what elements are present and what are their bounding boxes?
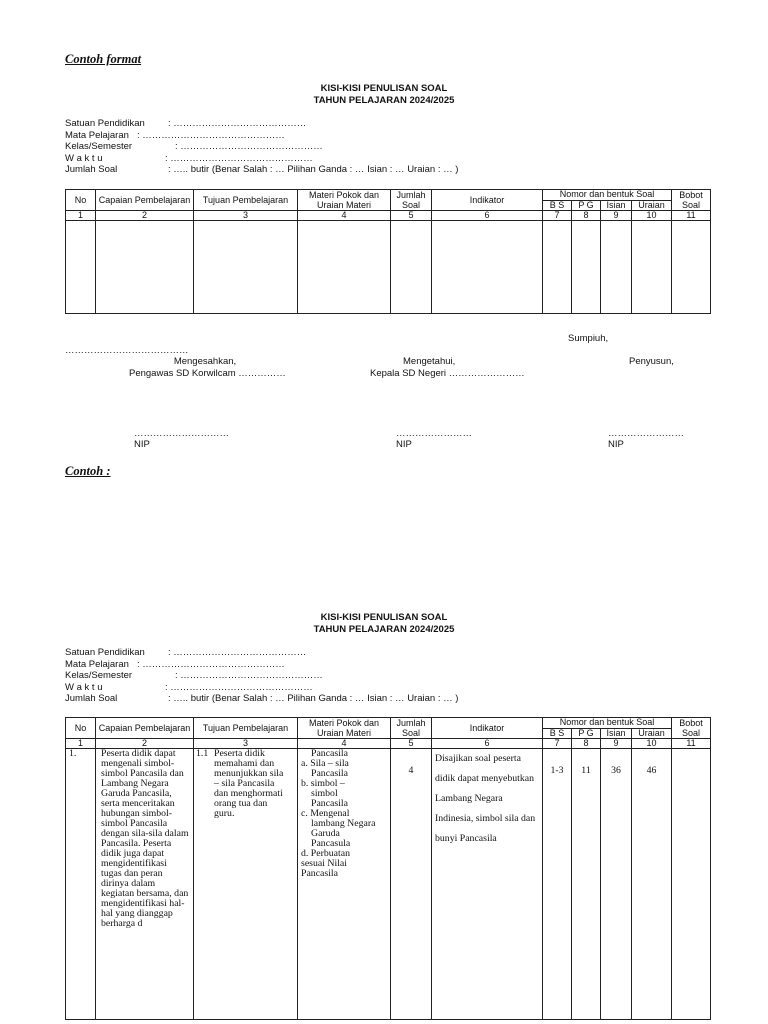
column-number: 4 — [298, 739, 391, 749]
mengetahui-label: Mengetahui, — [403, 356, 456, 367]
info-block — [65, 118, 458, 176]
row-pg: 11 — [572, 749, 601, 1020]
materi-item: Pancasula — [311, 838, 351, 849]
column-number: 11 — [672, 739, 711, 749]
header-indikator: Indikator — [432, 190, 543, 211]
row-indikator: Disajikan soal peserta didik dapat menyebutkan Lambang Negara Indinesia, simbol sila dan bunyi Pancasila — [432, 749, 543, 1020]
signature-line-2: …………………… — [396, 428, 472, 439]
kelas-label: Kelas/Semester — [65, 670, 133, 682]
materi-item: Pancasila — [311, 748, 348, 759]
header-uraian: Uraian — [632, 728, 672, 739]
signature-place: Sumpiuh, — [568, 333, 609, 344]
column-number: 10 — [632, 739, 672, 749]
row-jumlah: 4 — [391, 749, 432, 1020]
header-bs: B S — [543, 728, 572, 739]
satuan-value: : …………………………………… — [168, 118, 307, 129]
header-no: No — [66, 718, 96, 739]
column-number: 7 — [543, 211, 572, 221]
column-number: 11 — [672, 211, 711, 221]
header-jumlah: Jumlah Soal — [391, 718, 432, 739]
signature-dots-left: ………………………………… — [65, 345, 189, 356]
row-bs: 1-3 — [543, 749, 572, 1020]
row-isian: 36 — [601, 749, 632, 1020]
materi-item: Pancasila — [311, 768, 348, 779]
nip-label-2: NIP — [396, 439, 412, 450]
column-number: 2 — [96, 739, 194, 749]
empty-table-row — [66, 221, 711, 314]
column-number: 6 — [432, 739, 543, 749]
penyusun-label: Penyusun, — [629, 356, 674, 367]
column-number: 9 — [601, 739, 632, 749]
pengawas-label: Pengawas SD Korwilcam …………… — [129, 368, 286, 379]
mapel-value: : ……………………………………… — [137, 129, 285, 141]
materi-list — [301, 749, 389, 879]
header-tujuan: Tujuan Pembelajaran — [194, 190, 298, 211]
jumlah-label: Jumlah Soal — [65, 693, 118, 705]
header-capaian: Capaian Pembelajaran — [96, 718, 194, 739]
format-table — [65, 189, 711, 314]
header-materi: Materi Pokok dan Uraian Materi — [298, 190, 391, 211]
materi-item: lambang Negara — [311, 818, 376, 829]
materi-item: simbol — [311, 788, 338, 799]
mapel-value: : ……………………………………… — [137, 658, 285, 670]
kelas-label: Kelas/Semester — [65, 141, 133, 153]
header-jumlah: Jumlah Soal — [391, 190, 432, 211]
header-isian: Isian — [601, 728, 632, 739]
column-number: 1 — [66, 211, 96, 221]
materi-item: Garuda — [311, 828, 340, 839]
header-nomor-bentuk: Nomor dan bentuk Soal — [543, 718, 672, 729]
row-tujuan-number: 1.1 — [196, 748, 209, 759]
waktu-value: : ……………………………………… — [165, 681, 313, 693]
header-isian: Isian — [601, 200, 632, 211]
header-capaian: Capaian Pembelajaran — [96, 190, 194, 211]
jumlah-value: : ….. butir (Benar Salah : … Pilihan Ganda : … Isian : … Uraian : … ) — [168, 693, 459, 705]
header-uraian: Uraian — [632, 200, 672, 211]
kelas-value: : ……………………………………… — [175, 141, 323, 153]
header-no: No — [66, 190, 96, 211]
column-number: 10 — [632, 211, 672, 221]
header-nomor-bentuk: Nomor dan bentuk Soal — [543, 190, 672, 201]
jumlah-label: Jumlah Soal — [65, 164, 118, 176]
row-capaian: Peserta didik dapat mengenali simbol-simbol Pancasila dan Lambang Negara Garuda Pancasila, serta menceritakan hubungan simbol-simbol Pancasila dengan sila-sila dalam Pancasila. Peserta didik juga dapat mengidentifikasi tugas dan peran dirinya dalam kegiatan bersama, dan mengidentifikasi hal-hal yang dianggap berharga d — [96, 749, 194, 1020]
kepala-label: Kepala SD Negeri …………………… — [370, 368, 525, 379]
row-no: 1. — [66, 749, 96, 1020]
header-bs: B S — [543, 200, 572, 211]
column-number: 5 — [391, 739, 432, 749]
doc-subtitle: TAHUN PELAJARAN 2024/2025 — [313, 95, 455, 106]
materi-item: b. simbol – — [301, 778, 345, 789]
column-number: 2 — [96, 211, 194, 221]
materi-item: a. Sila – sila — [301, 758, 349, 769]
materi-item: sesuai Nilai — [301, 858, 347, 869]
materi-item: Pancasila — [301, 868, 338, 879]
header-materi: Materi Pokok dan Uraian Materi — [298, 718, 391, 739]
materi-item: d. Perbuatan — [301, 848, 350, 859]
column-number-row — [66, 739, 711, 749]
waktu-value: : ……………………………………… — [165, 152, 313, 164]
mapel-label: Mata Pelajaran — [65, 658, 129, 670]
example-info-block — [65, 647, 458, 705]
header-bobot: Bobot Soal — [672, 190, 711, 211]
nip-label-3: NIP — [608, 439, 624, 450]
row-tujuan-text: Peserta didik memahami dan menunjukkan sila – sila Pancasila dan menghormati orang tua dan guru. — [214, 748, 284, 819]
waktu-label: W a k t u — [65, 152, 103, 164]
column-number: 3 — [194, 211, 298, 221]
column-number: 7 — [543, 739, 572, 749]
header-pg: P G — [572, 200, 601, 211]
mengesahkan-label: Mengesahkan, — [173, 356, 237, 367]
materi-item: Pancasila — [311, 798, 348, 809]
satuan-value: : …………………………………… — [168, 647, 307, 658]
waktu-label: W a k t u — [65, 681, 103, 693]
column-number: 5 — [391, 211, 432, 221]
example-doc-title: KISI-KISI PENULISAN SOAL — [320, 612, 448, 623]
column-number: 9 — [601, 211, 632, 221]
header-bobot: Bobot Soal — [672, 718, 711, 739]
kelas-value: : ……………………………………… — [175, 670, 323, 682]
example-table — [65, 717, 711, 1020]
column-number: 6 — [432, 211, 543, 221]
column-number-row — [66, 211, 711, 221]
column-number: 8 — [572, 211, 601, 221]
mapel-label: Mata Pelajaran — [65, 129, 129, 141]
materi-item: c. Mengenal — [301, 808, 350, 819]
jumlah-value: : ….. butir (Benar Salah : … Pilihan Ganda : … Isian : … Uraian : … ) — [168, 164, 459, 176]
satuan-label: Satuan Pendidikan — [65, 118, 145, 129]
column-number: 1 — [66, 739, 96, 749]
row-bobot — [672, 749, 711, 1020]
example-doc-subtitle: TAHUN PELAJARAN 2024/2025 — [313, 624, 455, 635]
example-heading: Contoh : — [65, 464, 111, 478]
satuan-label: Satuan Pendidikan — [65, 647, 145, 658]
row-tujuan — [194, 749, 298, 1020]
header-tujuan: Tujuan Pembelajaran — [194, 718, 298, 739]
column-number: 3 — [194, 739, 298, 749]
nip-label-1: NIP — [134, 439, 150, 450]
row-materi — [298, 749, 391, 1020]
example-table-row — [66, 749, 711, 1020]
column-number: 8 — [572, 739, 601, 749]
signature-line-3: …………………… — [608, 428, 684, 439]
format-heading: Contoh format — [65, 52, 142, 66]
doc-title: KISI-KISI PENULISAN SOAL — [320, 83, 448, 94]
column-number: 4 — [298, 211, 391, 221]
signature-line-1: ………………………… — [134, 428, 229, 439]
header-pg: P G — [572, 728, 601, 739]
header-indikator: Indikator — [432, 718, 543, 739]
row-uraian: 46 — [632, 749, 672, 1020]
